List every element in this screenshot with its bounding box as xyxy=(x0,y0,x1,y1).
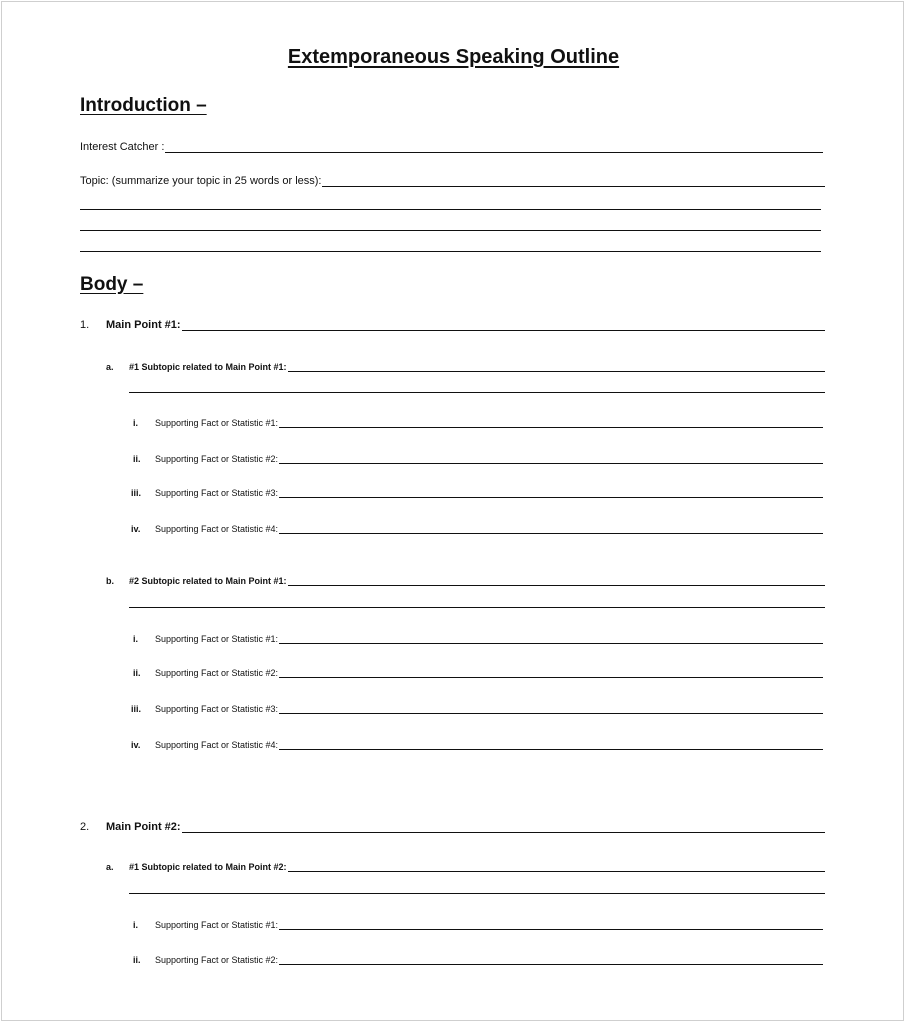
supporting-fact-label: Supporting Fact or Statistic #2: xyxy=(155,454,279,464)
supporting-fact-label: Supporting Fact or Statistic #1: xyxy=(155,634,279,644)
fact-numeral: iv. xyxy=(131,740,141,750)
supporting-fact-field[interactable] xyxy=(155,488,823,499)
main-point-2-field[interactable] xyxy=(106,821,825,834)
main-point-label: Main Point #1: xyxy=(106,319,181,331)
supporting-fact-label: Supporting Fact or Statistic #4: xyxy=(155,524,279,534)
subtopic-line[interactable] xyxy=(288,370,825,372)
interest-catcher-line[interactable] xyxy=(165,151,823,153)
main-point-label: Main Point #2: xyxy=(106,821,181,833)
subtopic-continuation-line[interactable] xyxy=(129,893,825,894)
supporting-fact-line[interactable] xyxy=(279,676,823,678)
introduction-heading: Introduction – xyxy=(80,95,207,116)
topic-label: Topic: (summarize your topic in 25 words or less): xyxy=(80,175,322,187)
supporting-fact-line[interactable] xyxy=(279,642,823,644)
supporting-fact-label: Supporting Fact or Statistic #2: xyxy=(155,955,279,965)
subtopic-continuation-line[interactable] xyxy=(129,392,825,393)
main-point-number: 2. xyxy=(80,821,90,833)
topic-line[interactable] xyxy=(322,185,825,187)
subtopic-label: #1 Subtopic related to Main Point #1: xyxy=(129,362,287,372)
subtopic-line[interactable] xyxy=(288,584,825,586)
supporting-fact-label: Supporting Fact or Statistic #1: xyxy=(155,920,279,930)
interest-catcher-label: Interest Catcher : xyxy=(80,141,165,153)
fact-numeral: iv. xyxy=(131,524,141,534)
main-point-1-field[interactable] xyxy=(106,319,825,332)
subtopic-letter: b. xyxy=(106,576,114,586)
topic-continuation-line[interactable] xyxy=(80,209,821,210)
supporting-fact-line[interactable] xyxy=(279,426,823,428)
main-point-line[interactable] xyxy=(182,329,825,331)
document-title: Extemporaneous Speaking Outline xyxy=(287,46,620,68)
supporting-fact-field[interactable] xyxy=(155,634,823,645)
supporting-fact-label: Supporting Fact or Statistic #3: xyxy=(155,704,279,714)
supporting-fact-line[interactable] xyxy=(279,712,823,714)
interest-catcher-field[interactable] xyxy=(80,141,823,154)
supporting-fact-line[interactable] xyxy=(279,748,823,750)
supporting-fact-label: Supporting Fact or Statistic #1: xyxy=(155,418,279,428)
subtopic-letter: a. xyxy=(106,362,114,372)
fact-numeral: iii. xyxy=(131,488,142,498)
supporting-fact-line[interactable] xyxy=(279,963,823,965)
fact-numeral: i. xyxy=(133,634,139,644)
subtopic-field[interactable] xyxy=(129,362,825,373)
main-point-line[interactable] xyxy=(182,831,825,833)
fact-numeral: ii. xyxy=(133,454,141,464)
topic-continuation-line[interactable] xyxy=(80,251,821,252)
supporting-fact-field[interactable] xyxy=(155,524,823,535)
supporting-fact-label: Supporting Fact or Statistic #3: xyxy=(155,488,279,498)
supporting-fact-field[interactable] xyxy=(155,668,823,679)
fact-numeral: ii. xyxy=(133,668,141,678)
supporting-fact-field[interactable] xyxy=(155,454,823,465)
fact-numeral: i. xyxy=(133,920,139,930)
body-heading: Body – xyxy=(80,274,144,295)
supporting-fact-line[interactable] xyxy=(279,462,823,464)
supporting-fact-field[interactable] xyxy=(155,955,823,966)
supporting-fact-label: Supporting Fact or Statistic #4: xyxy=(155,740,279,750)
supporting-fact-label: Supporting Fact or Statistic #2: xyxy=(155,668,279,678)
supporting-fact-field[interactable] xyxy=(155,920,823,931)
subtopic-continuation-line[interactable] xyxy=(129,607,825,608)
supporting-fact-line[interactable] xyxy=(279,496,823,498)
fact-numeral: i. xyxy=(133,418,139,428)
topic-field[interactable] xyxy=(80,175,825,188)
supporting-fact-line[interactable] xyxy=(279,532,823,534)
fact-numeral: iii. xyxy=(131,704,142,714)
fact-numeral: ii. xyxy=(133,955,141,965)
main-point-number: 1. xyxy=(80,319,90,331)
supporting-fact-field[interactable] xyxy=(155,704,823,715)
subtopic-label: #1 Subtopic related to Main Point #2: xyxy=(129,862,287,872)
subtopic-line[interactable] xyxy=(288,870,825,872)
topic-continuation-line[interactable] xyxy=(80,230,821,231)
subtopic-field[interactable] xyxy=(129,576,825,587)
supporting-fact-field[interactable] xyxy=(155,740,823,751)
subtopic-label: #2 Subtopic related to Main Point #1: xyxy=(129,576,287,586)
supporting-fact-field[interactable] xyxy=(155,418,823,429)
supporting-fact-line[interactable] xyxy=(279,928,823,930)
subtopic-field[interactable] xyxy=(129,862,825,873)
subtopic-letter: a. xyxy=(106,862,114,872)
